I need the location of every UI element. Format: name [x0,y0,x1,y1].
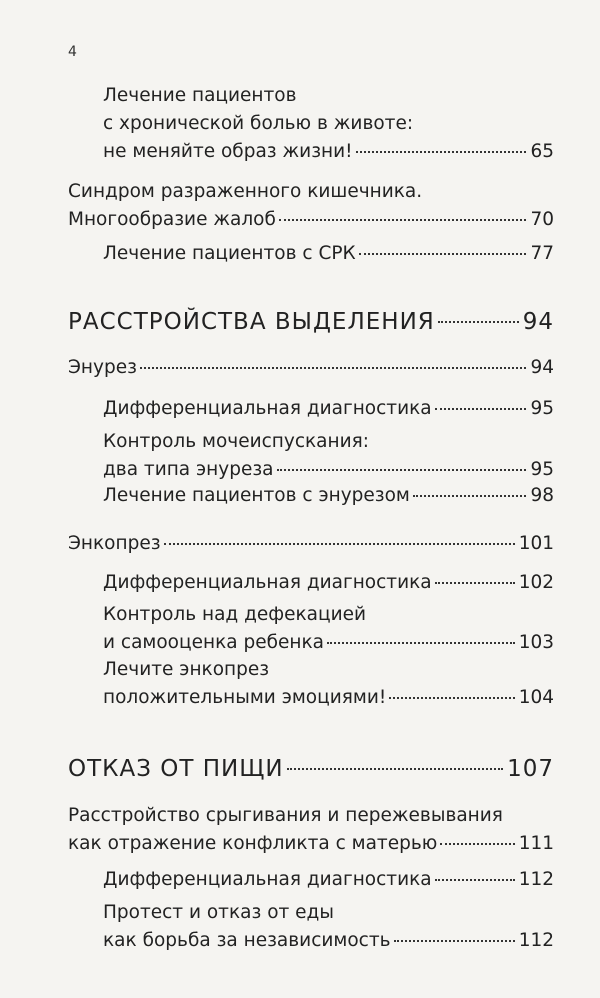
toc-page-number: 103 [518,632,554,653]
dot-leader [287,767,503,770]
toc-page-number: 95 [530,459,554,480]
toc-entry-line: Лечение пациентов с энурезом [103,485,410,506]
toc-entry-line: Протест и отказ от еды [103,902,334,923]
dot-leader [327,641,515,644]
toc-entry-line: как отражение конфликта с матерью [68,833,438,854]
toc-entry[interactable] [0,82,600,166]
dot-leader [389,696,514,699]
dot-leader [435,878,515,881]
toc-entry[interactable] [0,178,600,234]
toc-entry[interactable] [0,530,600,558]
dot-leader [359,252,527,255]
toc-entry[interactable] [0,601,600,657]
toc-page-number: 95 [530,398,554,419]
toc-entry[interactable] [0,240,600,268]
toc-page-number: 112 [518,930,554,951]
dot-leader [164,542,515,545]
toc-entry[interactable] [0,866,600,894]
toc-entry[interactable] [0,569,600,597]
toc-page-number: 77 [530,243,554,264]
toc-entry-line: Лечите энкопрез [103,659,270,680]
dot-leader [394,939,515,942]
toc-entry[interactable] [0,482,600,510]
toc-section-heading[interactable] [0,755,600,783]
page-number: 4 [68,44,77,60]
dot-leader [140,366,527,369]
dot-leader [413,494,527,497]
toc-entry[interactable] [0,354,600,382]
toc-entry-line: Дифференциальная диагностика [103,572,432,593]
toc-entry[interactable] [0,656,600,712]
toc-page-number: 94 [530,357,554,378]
toc-entry[interactable] [0,395,600,423]
toc-entry[interactable] [0,428,600,484]
toc-page-number: 111 [518,833,554,854]
toc-entry-line: Энкопрез [68,533,161,554]
toc-page-number: 112 [518,869,554,890]
toc-page-number: 101 [518,533,554,554]
toc-page-number: 102 [518,572,554,593]
toc-entry-line: ОТКАЗ ОТ ПИЩИ [68,756,284,782]
toc-entry-line: Дифференциальная диагностика [103,398,432,419]
toc-entry-line: с хронической болью в животе: [103,113,414,134]
toc-entry-line: как борьба за независимость [103,930,391,951]
dot-leader [435,581,515,584]
toc-entry-line: Дифференциальная диагностика [103,869,432,890]
toc-entry[interactable] [0,802,600,858]
toc-entry-line: не меняйте образ жизни! [103,141,353,162]
dot-leader [277,468,527,471]
toc-page-number: 104 [518,687,554,708]
toc-entry-line: и самооценка ребенка [103,632,324,653]
dot-leader [440,842,514,845]
toc-entry-line: Контроль над дефекацией [103,604,367,625]
dot-leader [438,320,519,323]
toc-entry-line: положительными эмоциями! [103,687,387,708]
toc-entry-line: Лечение пациентов [103,85,297,106]
toc-page-number: 98 [530,485,554,506]
toc-entry-line: Энурез [68,357,137,378]
dot-leader [279,218,527,221]
toc-page-number: 94 [522,309,554,335]
dot-leader [435,407,527,410]
toc-entry[interactable] [0,899,600,955]
toc-entry-line: Расстройство срыгивания и пережевывания [68,805,503,826]
dot-leader [356,150,527,153]
toc-page-number: 70 [530,209,554,230]
toc-entry-line: РАССТРОЙСТВА ВЫДЕЛЕНИЯ [68,309,435,335]
toc-section-heading[interactable] [0,308,600,336]
toc-entry-line: Лечение пациентов с СРК [103,243,356,264]
toc-entry-line: два типа энуреза [103,459,274,480]
toc-page-number: 107 [507,756,554,782]
toc-entry-line: Контроль мочеиспускания: [103,431,369,452]
toc-entry-line: Синдром разраженного кишечника. [68,181,423,202]
toc-page-number: 65 [530,141,554,162]
toc-entry-line: Многообразие жалоб [68,209,276,230]
